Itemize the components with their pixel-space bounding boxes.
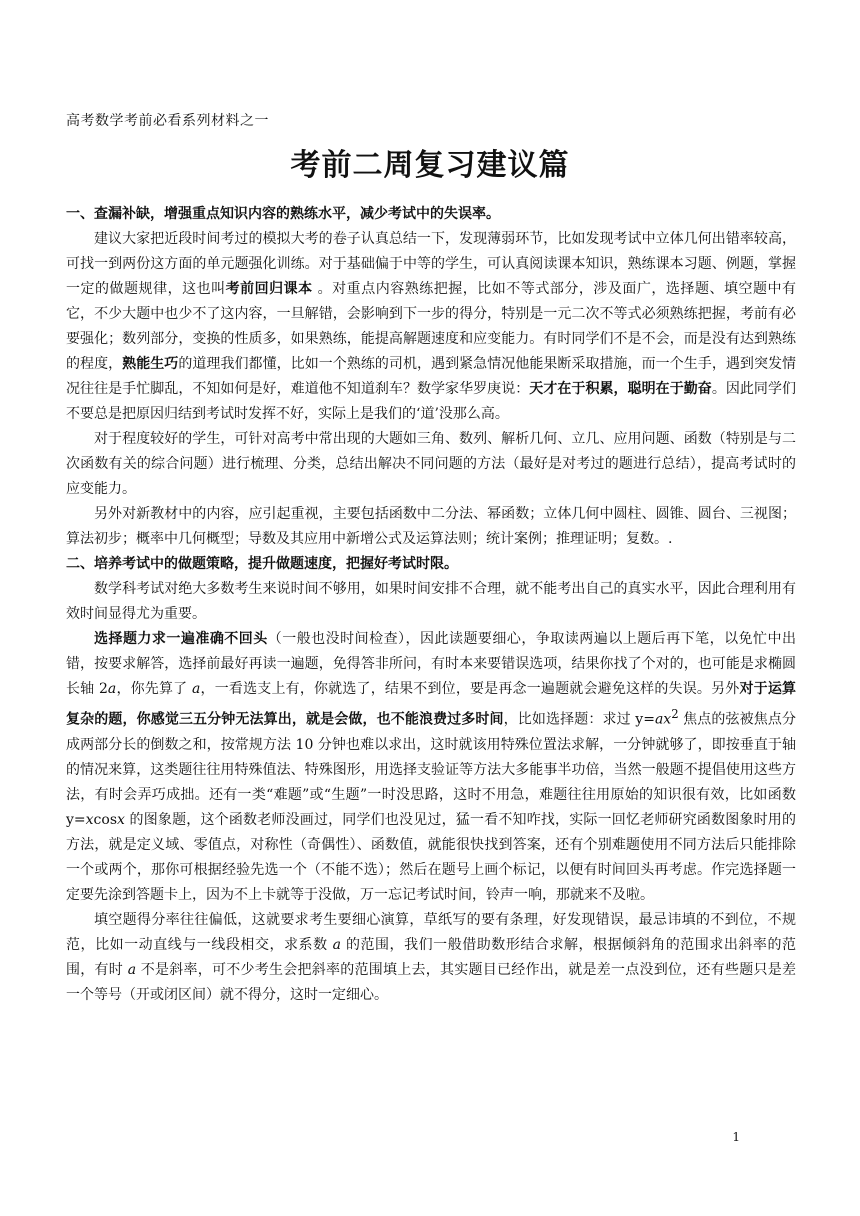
document-title: 考前二周复习建议篇: [290, 148, 570, 183]
bold-text: 熟能生巧: [122, 356, 179, 372]
paragraph: [66, 908, 796, 1008]
text-run: ，一看选支上有，你就选了，结果不到位，要是再念一遍题就会避免这样的失误。另外: [200, 681, 740, 697]
text-run: 不是斜率，可不少考生会把斜率的范围填上去，其实题目已经作出，就是差一点没到位，还有些题只是差一个等号（开或闭区间）就不得分，这时一定细心。: [66, 961, 796, 1003]
text-run: ，比如选择题：求过 y=: [503, 711, 655, 728]
text-run: 。对重点内容熟练把握，比如不等式部分，涉及面广，选择题、填空题中有它，不少大题中也少不了这内容，一旦解错，会影响到下一步的得分，特别是一元二次不等式必须熟练把握，考前有必要强化；数列部分，变换的性质多，如果熟练，能提高解题速度和应变能力。有时同学们不是不会，而是没有达到熟练的程度，: [66, 281, 797, 372]
section-heading-1: 一、查漏补缺，增强重点知识内容的熟练水平，减少考试中的失误率。: [66, 206, 500, 222]
math-var: ax: [654, 711, 672, 728]
bold-text: 天才在于积累，聪明在于勤奋: [529, 381, 712, 397]
text-run: 的范围，我们一般借助数形结合求解，根据倾斜角的范围求出斜率的范围，有时: [66, 936, 796, 978]
page-number: 1: [732, 1130, 740, 1144]
math-var: a: [107, 681, 117, 697]
paragraph: [66, 627, 796, 908]
text-run: 的图象题，这个函数老师没画过，同学们也没见过，猛一看不知咋找，实际一回忆老师研究函数图象时用的方法，就是定义域、零值点，对称性（奇偶性）、函数值，就能很快找到答案，还有个别难题使用不同方法后只能排除一个或两个，那你可根据经验先选一个（不能不选）；然后在题号上画个标记，以便有时间回头再考虑。作完选择题一定要先涂到答题卡上，因为不上卡就等于没做，万一忘记考试时间，铃声一响，那就来不及啦。: [66, 811, 796, 903]
text-run: ，你先算了: [116, 681, 192, 697]
math-var: x: [117, 811, 125, 828]
math-var: a: [192, 681, 201, 697]
text-run: 建议大家把近段时间考过的模拟大考的卷子认真总结一下，发现薄弱环节，比如发现考试中立体几何出错率较高，可找一到两份这方面的单元题强化训练。对于基础偏于中等的学生，可认真阅读课本知识，熟练课本习题、例题，掌握一定的做题规律，这也叫: [66, 231, 796, 297]
bold-text: 对于运算复杂的题，你感觉三五分钟无法算出，就是会做，也不能浪费过多时间: [66, 681, 797, 728]
series-header: 高考数学考前必看系列材料之一: [66, 113, 269, 129]
math-func: cos: [93, 811, 118, 828]
bold-text: 考前回归课本: [225, 281, 313, 297]
math-superscript: 2: [671, 707, 679, 721]
text-run: 焦点的弦被焦点分成两部分长的倒数之和，按常规方法 10 分钟也难以求出，这时就该用特殊位置法求解，一分钟就够了，即按垂直于轴的情况来算，这类题往往用特殊值法、特殊图形，用选择支验证等方法大多能事半功倍，当然一般题不提倡使用这些方法，有时会弄巧成拙。还有一类“难题”或“生题”一时没思路，这时不用急，难题往往用原始的知识很有效，比如函数 y=: [66, 711, 797, 828]
math-var: a: [332, 936, 341, 953]
paragraph: 另外对新教材中的内容，应引起重视，主要包括函数中二分法、幂函数；立体几何中圆柱、圆锥、圆台、三视图；算法初步；概率中几何概型；导数及其应用中新增公式及运算法则；统计案例；推理证明；复数。.: [66, 506, 796, 547]
text-run: 填空题得分率往往偏低，这就要求考生要细心演算，草纸写的要有条理，好发现错误，最忌讳填的不到位，不规范，比如一动直线与一线段相交，求系数: [66, 911, 796, 953]
section-heading-2: 二、培养考试中的做题策略，提升做题速度，把握好考试时限。: [66, 556, 458, 572]
paragraph: 对于程度较好的学生，可针对高考中常出现的大题如三角、数列、解析几何、立几、应用问题、函数（特别是与二次函数有关的综合问题）进行梳理、分类，总结出解决不同问题的方法（最好是对考过的题进行总结），提高考试时的应变能力。: [66, 431, 796, 497]
bold-text: 选择题力求一遍准确不回头: [94, 631, 268, 647]
paragraph: [66, 227, 796, 427]
text-run: 的道理我们都懂，比如一个熟练的司机，遇到紧急情况他能果断采取措施，而一个生手，遇到突发情况往往是手忙脚乱，不知如何是好，难道他不知道刹车？数学家华罗庚说：: [66, 356, 797, 397]
document-body: [66, 202, 796, 1008]
math-var: a: [127, 961, 137, 978]
paragraph: 数学科考试对绝大多数考生来说时间不够用，如果时间安排不合理，就不能考出自己的真实水平，因此合理利用有效时间显得尤为重要。: [66, 581, 796, 622]
math-var: x: [85, 811, 94, 828]
text-run: （一般也没时间检查），因此读题要细心，争取读两遍以上题后再下笔，以免忙中出错，按要求解答，选择前最好再读一遍题，免得答非所问，有时本来要错误选项，结果你找了个对的，也可能是求椭圆长轴 2: [66, 631, 796, 697]
text-run: 。因此同学们不要总是把原因归结到考试时发挥不好，实际上是我们的‘道’没那么高。: [66, 381, 797, 422]
